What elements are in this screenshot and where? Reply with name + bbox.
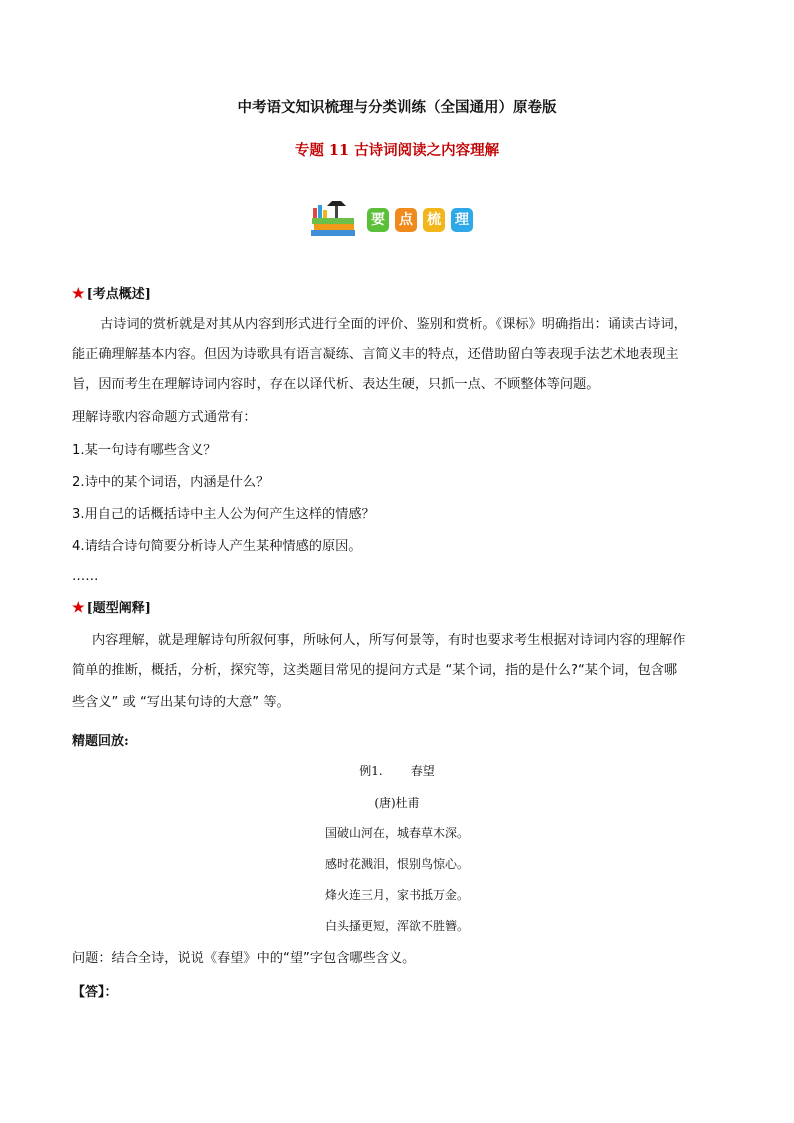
poem-line: 烽火连三月，家书抵万金。 bbox=[324, 888, 469, 902]
overview-paragraph-line-1: 古诗词的赏析就是对其从内容到形式进行全面的评价、鉴别和赏析。《课标》明确指出：诵读古诗词， bbox=[100, 317, 687, 332]
section-heading-explanation bbox=[72, 597, 151, 616]
poem-line: 白头搔更短，浑欲不胜簪。 bbox=[324, 919, 469, 933]
key-points-banner bbox=[305, 200, 485, 240]
example-label: 例1. bbox=[359, 764, 383, 778]
review-label: 精题回放: bbox=[72, 734, 129, 749]
banner-char-3: 梳 bbox=[423, 208, 445, 232]
explanation-paragraph-line-3: 些含义” 或 “写出某句诗的大意” 等。 bbox=[72, 695, 290, 710]
explanation-paragraph-line-2: 简单的推断，概括，分析，探究等，这类题目常见的提问方式是 “某个词，指的是什么?“某个词，包含哪 bbox=[72, 663, 678, 678]
poem-title-line bbox=[0, 762, 794, 779]
explanation-paragraph-line-1: 内容理解，就是理解诗句所叙何事，所咏何人，所写何景等，有时也要求考生根据对诗词内容的理解作 bbox=[92, 633, 686, 648]
star-icon: ★ bbox=[72, 600, 85, 616]
poem-line: 国破山河在，城春草木深。 bbox=[324, 826, 469, 840]
poem-author: (唐)杜甫 bbox=[374, 796, 420, 810]
topic-title: 专题 11 古诗词阅读之内容理解 bbox=[294, 142, 500, 159]
banner-char-4: 理 bbox=[451, 208, 473, 232]
question-types-intro: 理解诗歌内容命题方式通常有： bbox=[72, 410, 257, 425]
question-text: 问题：结合全诗，说说《春望》中的“望”字包含哪些含义。 bbox=[72, 951, 416, 966]
document-title: 中考语文知识梳理与分类训练（全国通用）原卷版 bbox=[237, 99, 557, 116]
ellipsis: …… bbox=[72, 569, 99, 584]
answer-label: 【答】： bbox=[72, 985, 118, 1000]
overview-paragraph-line-3: 旨，因而考生在理解诗词内容时，存在以译代析、表达生硬，只抓一点、不顾整体等问题。 bbox=[72, 377, 600, 392]
poem-line: 感时花溅泪，恨别鸟惊心。 bbox=[324, 857, 469, 871]
list-item: 3.用自己的话概括诗中主人公为何产生这样的情感？ bbox=[72, 507, 375, 522]
banner-char-2: 点 bbox=[395, 208, 417, 232]
section-heading-text: [考点概述] bbox=[86, 287, 151, 302]
section-heading-overview bbox=[72, 283, 151, 302]
poem-title: 春望 bbox=[410, 764, 435, 778]
star-icon: ★ bbox=[72, 286, 85, 302]
list-item: 2.诗中的某个词语，内涵是什么？ bbox=[72, 475, 270, 490]
list-item: 1.某一句诗有哪些含义？ bbox=[72, 443, 217, 458]
banner-char-1: 要 bbox=[367, 208, 389, 232]
books-icon bbox=[305, 200, 361, 240]
overview-paragraph-line-2: 能正确理解基本内容。但因为诗歌具有语言凝练、言简义丰的特点，还借助留白等表现手法艺术地表现主 bbox=[72, 347, 679, 362]
section-heading-text: [题型阐释] bbox=[86, 601, 151, 616]
list-item: 4.请结合诗句简要分析诗人产生某种情感的原因。 bbox=[72, 539, 362, 554]
